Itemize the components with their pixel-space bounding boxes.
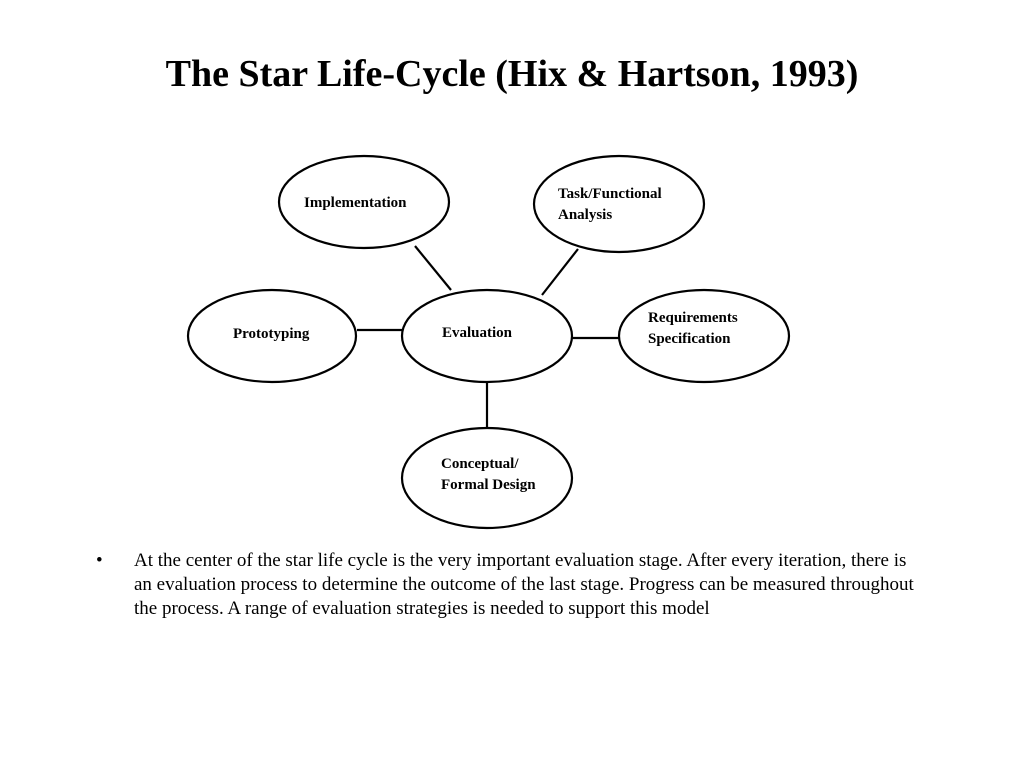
connector-evaluation-to-task-functional-analysis [542, 249, 578, 295]
slide-title: The Star Life-Cycle (Hix & Hartson, 1993) [165, 53, 859, 95]
node-label-evaluation: Evaluation [442, 325, 513, 341]
node-conceptual-formal-design [402, 428, 572, 528]
node-implementation [279, 156, 449, 248]
node-label-task-functional-analysis: Analysis [558, 207, 613, 223]
node-prototyping [188, 290, 356, 382]
node-shape-task-functional-analysis [534, 156, 704, 252]
node-evaluation [402, 290, 572, 382]
node-label-requirements-specification: Specification [648, 331, 731, 347]
node-requirements-specification [619, 290, 789, 382]
node-label-conceptual-formal-design: Conceptual/ [441, 456, 519, 472]
node-label-conceptual-formal-design: Formal Design [441, 477, 536, 493]
connector-evaluation-to-implementation [415, 246, 451, 290]
bullet-text: At the center of the star life cycle is the very important evaluation stage. After every iteration, there is an evaluation process to determine the outcome of the last stage. Progress can be measured throughout the process. A range of evaluation strategies is needed to support this model [134, 550, 914, 619]
bullet-item [96, 549, 916, 621]
nodes [188, 156, 789, 528]
bullet-mark: • [96, 550, 103, 571]
node-task-functional-analysis [534, 156, 704, 252]
node-label-requirements-specification: Requirements [648, 310, 738, 326]
bullet-list [96, 549, 916, 621]
node-label-prototyping: Prototyping [233, 326, 310, 342]
node-label-task-functional-analysis: Task/Functional [558, 186, 662, 202]
node-label-implementation: Implementation [304, 195, 407, 211]
